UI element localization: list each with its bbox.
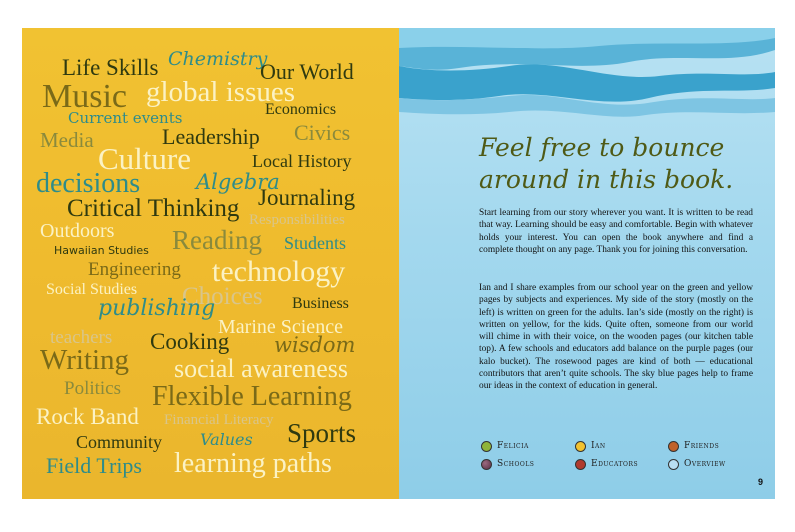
word-media: Media bbox=[40, 128, 94, 152]
overview-dot-icon bbox=[668, 459, 679, 470]
color-key-paragraph: Ian and I share examples from our school year on the green and yellow pages by subjects and experiences. My side of the story (mostly on the left) is written on green for the adults. Ian’s side (mostly on the right) is written on yellow, for the kids. Quite often, someone from our world will chime in with their voice, on the wooden pages (our kitchen table top). A few schools and educators add balance on the purple pages (our kalo bucket). The rosewood pages are kind of both — educational contributors that aren’t quite schools. The sky blue pages help to frame our ideas in the context of education in general. bbox=[479, 283, 753, 392]
word-engineering: Engineering bbox=[88, 259, 181, 280]
legend-label: Overview bbox=[684, 459, 726, 469]
word-cloud-page bbox=[22, 28, 399, 499]
word-financial-literacy: Financial Literacy bbox=[164, 412, 274, 428]
page-heading: Feel free to bounce around in this book. bbox=[479, 133, 734, 194]
word-choices: Choices bbox=[182, 283, 263, 310]
word-technology: technology bbox=[212, 255, 346, 288]
legend-item-educators bbox=[575, 457, 638, 471]
word-social-studies: Social Studies bbox=[46, 281, 138, 298]
word-cooking: Cooking bbox=[150, 329, 230, 354]
word-leadership: Leadership bbox=[162, 124, 260, 149]
legend-label: Educators bbox=[591, 459, 639, 469]
word-politics: Politics bbox=[64, 378, 122, 399]
educators-dot-icon bbox=[575, 459, 586, 470]
legend-item-felicia bbox=[481, 439, 529, 453]
page-number: 9 bbox=[757, 477, 763, 487]
legend-item-friends bbox=[668, 439, 719, 453]
word-field-trips: Field Trips bbox=[46, 453, 142, 478]
word-music: Music bbox=[42, 78, 127, 115]
word-global-issues: global issues bbox=[146, 76, 296, 108]
word-current-events: Current events bbox=[68, 109, 183, 127]
word-critical-thinking: Critical Thinking bbox=[67, 195, 240, 222]
word-our-world: Our World bbox=[260, 59, 354, 84]
word-chemistry: Chemistry bbox=[168, 48, 268, 70]
word-life-skills: Life Skills bbox=[62, 55, 159, 80]
word-marine-science: Marine Science bbox=[218, 316, 343, 338]
word-reading: Reading bbox=[172, 225, 262, 255]
legend-label: Felicia bbox=[497, 441, 529, 451]
wave-decoration bbox=[399, 28, 775, 118]
intro-paragraph: Start learning from our story wherever you want. It is written to be read that way. Learning should be easy and comfortable. Begin with whatever holds your interest. You can open the book anywhere and find a complete thought on any page. Thank you for joining this conversation. bbox=[479, 208, 753, 255]
word-local-history: Local History bbox=[252, 151, 352, 171]
word-journaling: Journaling bbox=[258, 185, 356, 210]
word-responsibilities: Responsibilities bbox=[249, 212, 345, 228]
book-spread bbox=[22, 28, 775, 499]
word-values: Values bbox=[200, 430, 253, 449]
word-sports: Sports bbox=[287, 418, 357, 448]
word-flexible-learning: Flexible Learning bbox=[152, 381, 352, 412]
word-algebra: Algebra bbox=[196, 170, 280, 194]
word-learning-paths: learning paths bbox=[174, 448, 332, 479]
word-economics: Economics bbox=[265, 101, 337, 118]
legend-label: Ian bbox=[591, 441, 606, 451]
ian-dot-icon bbox=[575, 441, 586, 452]
word-culture: Culture bbox=[98, 141, 191, 176]
word-social-awareness: social awareness bbox=[174, 354, 348, 383]
word-business: Business bbox=[292, 295, 349, 312]
text-page bbox=[399, 28, 775, 499]
word-writing: Writing bbox=[40, 344, 130, 376]
felicia-dot-icon bbox=[481, 441, 492, 452]
word-wisdom: wisdom bbox=[274, 333, 356, 357]
word-rock-band: Rock Band bbox=[36, 404, 139, 429]
color-legend bbox=[481, 439, 756, 473]
legend-item-overview bbox=[668, 457, 726, 471]
word-students: Students bbox=[284, 233, 347, 253]
friends-dot-icon bbox=[668, 441, 679, 452]
word-community: Community bbox=[76, 432, 163, 452]
legend-item-schools bbox=[481, 457, 534, 471]
legend-item-ian bbox=[575, 439, 606, 453]
legend-label: Friends bbox=[684, 441, 720, 451]
word-hawaiian-studies: Hawaiian Studies bbox=[54, 244, 149, 257]
word-teachers: teachers bbox=[50, 327, 113, 348]
word-decisions: decisions bbox=[36, 168, 141, 199]
word-outdoors: Outdoors bbox=[40, 220, 115, 242]
word-civics: Civics bbox=[294, 120, 351, 145]
legend-label: Schools bbox=[497, 459, 535, 469]
word-publishing: publishing bbox=[98, 296, 216, 321]
schools-dot-icon bbox=[481, 459, 492, 470]
